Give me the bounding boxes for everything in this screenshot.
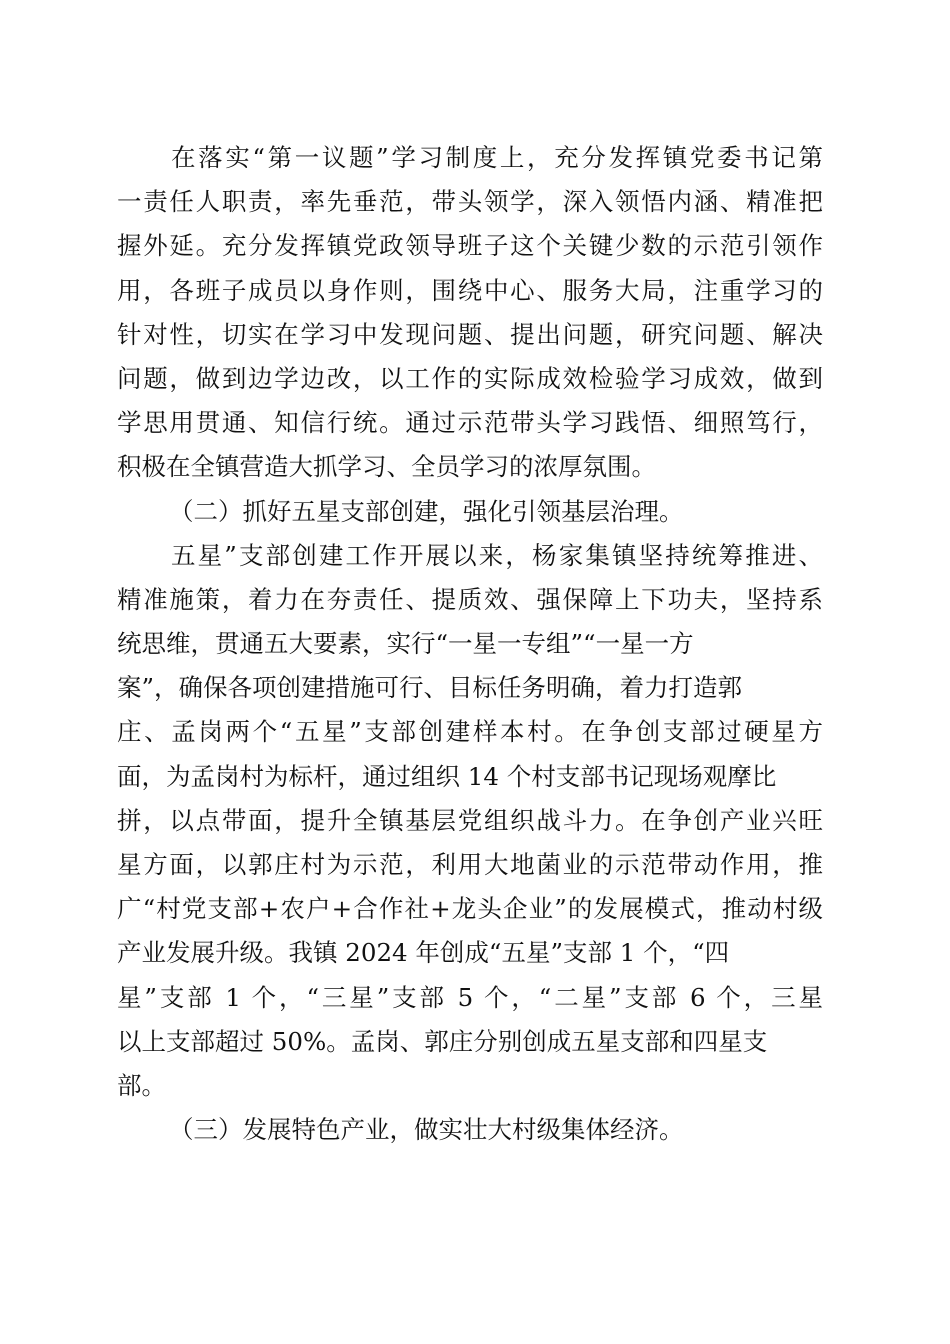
paragraph-line: 问题，做到边学边改，以工作的实际成效检验学习成效，做到 xyxy=(117,363,823,393)
paragraph-line: 拼，以点带面，提升全镇基层党组织战斗力。在争创产业兴旺 xyxy=(117,805,823,835)
paragraph-line: 以上支部超过 50%。孟岗、郭庄分别创成五星支部和四星支 xyxy=(117,1026,768,1056)
paragraph-line: 一责任人职责，率先垂范，带头领学，深入领悟内涵、精准把 xyxy=(117,187,823,217)
paragraph-line: 用，各班子成员以身作则，围绕中心、服务大局，注重学习的 xyxy=(117,275,823,305)
paragraph-line: 在落实“第一议题”学习制度上，充分发挥镇党委书记第 xyxy=(171,143,823,172)
paragraph-line: 面，为孟岗村为标杆，通过组织 14 个村支部书记现场观摩比 xyxy=(117,761,777,791)
paragraph-line: 握外延。充分发挥镇党政领导班子这个关键少数的示范引领作 xyxy=(117,231,823,261)
section-heading: （二）抓好五星支部创建，强化引领基层治理。 xyxy=(169,496,684,526)
paragraph-line: 案”，确保各项创建措施可行、目标任务明确，着力打造郭 xyxy=(117,673,743,703)
paragraph-line: 庄、孟岗两个“五星”支部创建样本村。在争创支部过硬星方 xyxy=(117,717,823,747)
paragraph-five-star-branch xyxy=(117,534,823,1108)
document-body xyxy=(117,136,823,1152)
paragraph-line: 针对性，切实在学习中发现问题、提出问题，研究问题、解决 xyxy=(117,319,823,349)
paragraph-line: 学思用贯通、知信行统。通过示范带头学习践悟、细照笃行， xyxy=(117,408,823,438)
paragraph-line: 部。 xyxy=(117,1070,166,1100)
section-heading: （三）发展特色产业，做实壮大村级集体经济。 xyxy=(169,1115,684,1145)
paragraph-line: 广“村党支部+农户+合作社+龙头企业”的发展模式，推动村级 xyxy=(117,894,823,924)
paragraph-line: 精准施策，着力在夯责任、提质效、强保障上下功夫，坚持系 xyxy=(117,584,823,614)
paragraph-line: 星方面，以郭庄村为示范，利用大地菌业的示范带动作用，推 xyxy=(117,850,823,879)
section-heading-two xyxy=(117,490,823,534)
paragraph-line: 积极在全镇营造大抓学习、全员学习的浓厚氛围。 xyxy=(117,452,656,482)
paragraph-line: 星”支部 1 个，“三星”支部 5 个，“二星”支部 6 个，三星 xyxy=(117,982,823,1012)
paragraph-first-topic-study xyxy=(117,136,823,490)
section-heading-three xyxy=(117,1108,823,1152)
paragraph-line: 产业发展升级。我镇 2024 年创成“五星”支部 1 个，“四 xyxy=(117,938,730,968)
paragraph-line: 统思维，贯通五大要素，实行“一星一专组”“一星一方 xyxy=(117,629,694,659)
paragraph-line: 五星”支部创建工作开展以来，杨家集镇坚持统筹推进、 xyxy=(171,540,823,570)
